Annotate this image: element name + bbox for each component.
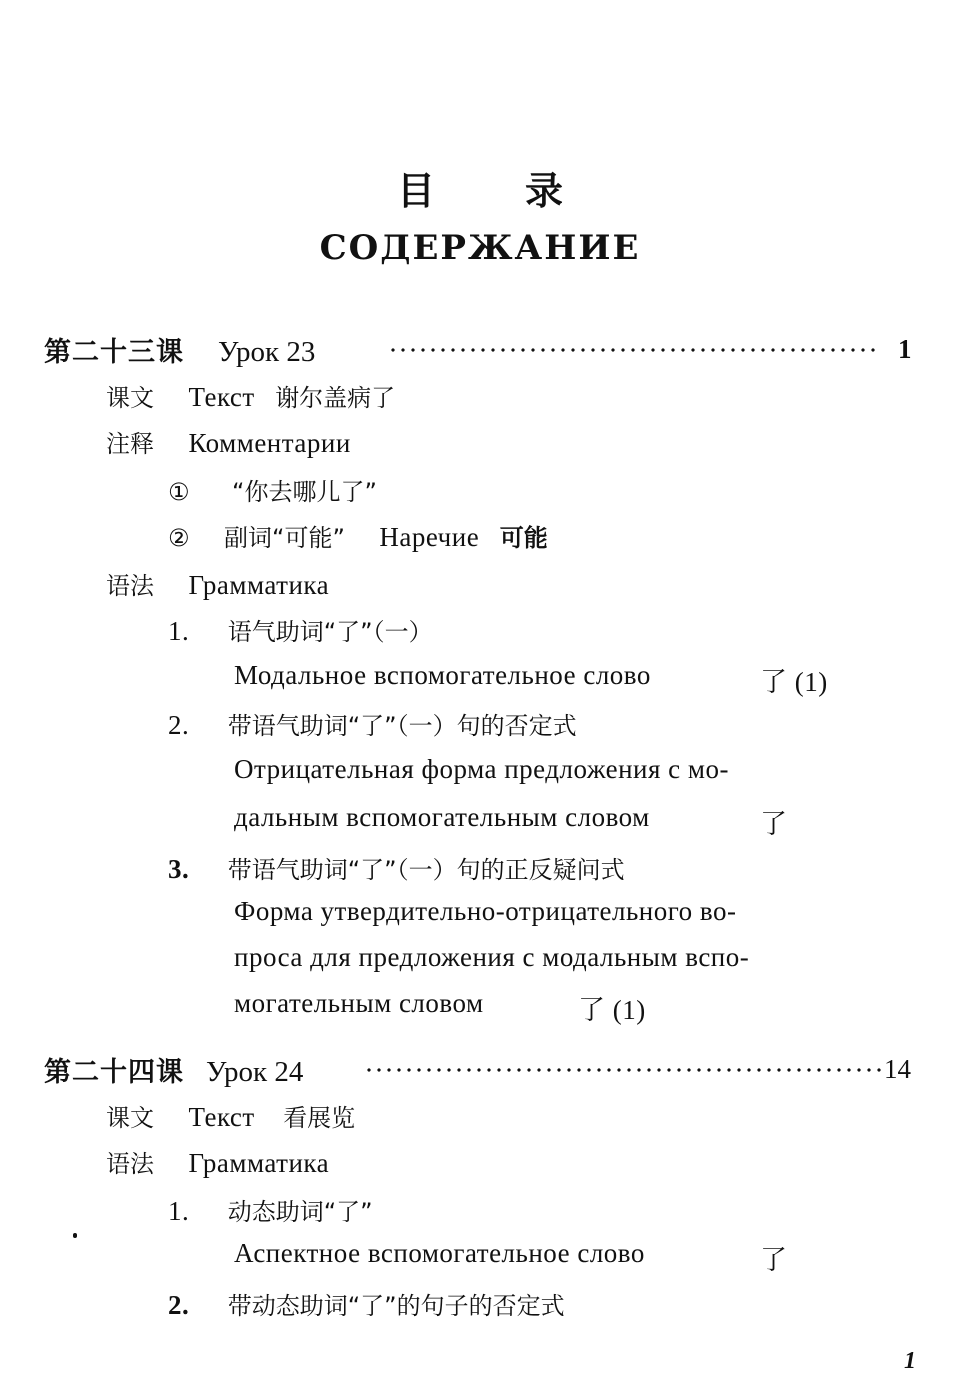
notes-label-ru: Комментарии bbox=[188, 428, 351, 458]
grammar-label-ru: Грамматика bbox=[188, 570, 330, 600]
grammar-item-1[interactable] bbox=[168, 612, 433, 647]
text-label-ru: Текст bbox=[188, 1102, 255, 1132]
lesson-24-text-row[interactable] bbox=[106, 1098, 355, 1133]
item-1-ru-line: Модальное вспомогательное слово bbox=[234, 660, 651, 690]
title-char-right: 录 bbox=[525, 169, 564, 213]
text-title: 谢尔盖病了 bbox=[275, 384, 396, 412]
item-number: 1. bbox=[168, 1196, 190, 1226]
item-2-ru-line-1: Отрицательная форма предложения с мо- bbox=[234, 754, 729, 784]
grammar-item-2[interactable] bbox=[168, 706, 577, 741]
item-3-ru-tail: 了 (1) bbox=[578, 995, 646, 1025]
text-label-ru: Текст bbox=[188, 382, 255, 412]
circled-number-1: ① bbox=[168, 478, 190, 506]
lesson-23-heading[interactable] bbox=[44, 330, 315, 369]
lesson-24-grammar-row[interactable] bbox=[106, 1144, 329, 1179]
grammar-item-1[interactable] bbox=[168, 1192, 373, 1227]
lesson-23-zh: 第二十三课 bbox=[44, 337, 184, 368]
lesson-24-ru: Урок 24 bbox=[206, 1056, 304, 1088]
grammar-item-2[interactable] bbox=[168, 1286, 565, 1321]
item-zh: 带语气助词“了”（一）句的否定式 bbox=[227, 712, 577, 740]
note-2-ru: Наречие bbox=[379, 522, 480, 552]
lesson-23-text-row[interactable] bbox=[106, 378, 395, 413]
item-1-ru-tail: 了 (1) bbox=[760, 667, 828, 697]
toc-title-russian: СОДЕРЖАНИЕ bbox=[319, 228, 641, 268]
item-zh: 带动态助词“了”的句子的否定式 bbox=[227, 1292, 565, 1320]
grammar-label-zh: 语法 bbox=[106, 572, 154, 600]
note-2-word: 可能 bbox=[499, 524, 548, 552]
lesson-24-zh: 第二十四课 bbox=[44, 1057, 184, 1088]
note-2-text: 副词“可能” bbox=[224, 524, 345, 552]
item-3-ru-line-2: проса для предложения с модальным вспо- bbox=[234, 942, 750, 972]
item-number: 1. bbox=[168, 616, 190, 646]
lesson-23-ru: Урок 23 bbox=[218, 336, 316, 368]
lesson-24-page[interactable]: 14 bbox=[884, 1054, 911, 1084]
item-3-ru-line-1: Форма утвердительно-отрицательного во- bbox=[234, 896, 737, 926]
title-char-left: 目 bbox=[396, 169, 435, 213]
grammar-label-zh: 语法 bbox=[106, 1150, 154, 1178]
item-3-ru-line-3: могательным словом bbox=[234, 988, 484, 1018]
item-zh: 动态助词“了” bbox=[227, 1198, 373, 1226]
lesson-24-heading[interactable] bbox=[44, 1050, 303, 1089]
dot-leader bbox=[388, 348, 880, 352]
note-item-2[interactable] bbox=[168, 518, 548, 553]
page-number: 1 bbox=[904, 1348, 916, 1374]
l24-item-1-ru-tail: 了 bbox=[760, 1245, 788, 1275]
item-zh: 语气助词“了”（一） bbox=[227, 618, 433, 646]
toc-title-chinese bbox=[0, 160, 960, 215]
l24-item-1-ru-line: Аспектное вспомогательное слово bbox=[234, 1238, 645, 1268]
grammar-label-ru: Грамматика bbox=[188, 1148, 330, 1178]
note-item-1[interactable] bbox=[168, 472, 377, 507]
circled-number-2: ② bbox=[168, 524, 190, 552]
lesson-23-grammar-row[interactable] bbox=[106, 566, 329, 601]
item-number: 2. bbox=[168, 710, 190, 740]
lesson-23-page[interactable]: 1 bbox=[898, 334, 912, 364]
text-label-zh: 课文 bbox=[106, 384, 154, 412]
print-speck bbox=[73, 1233, 77, 1238]
lesson-23-notes-row[interactable] bbox=[106, 424, 351, 459]
item-zh: 带语气助词“了”（一）句的正反疑问式 bbox=[227, 856, 625, 884]
item-2-ru-line-2: дальным вспомогательным словом bbox=[234, 802, 650, 832]
item-2-ru-tail: 了 bbox=[760, 809, 788, 839]
text-title: 看展览 bbox=[283, 1104, 356, 1132]
dot-leader bbox=[364, 1068, 884, 1072]
text-label-zh: 课文 bbox=[106, 1104, 154, 1132]
notes-label-zh: 注释 bbox=[106, 430, 154, 458]
item-number: 2. bbox=[168, 1290, 190, 1320]
note-1-text: “你去哪儿了” bbox=[232, 478, 377, 506]
grammar-item-3[interactable] bbox=[168, 850, 625, 885]
item-number: 3. bbox=[168, 854, 190, 884]
